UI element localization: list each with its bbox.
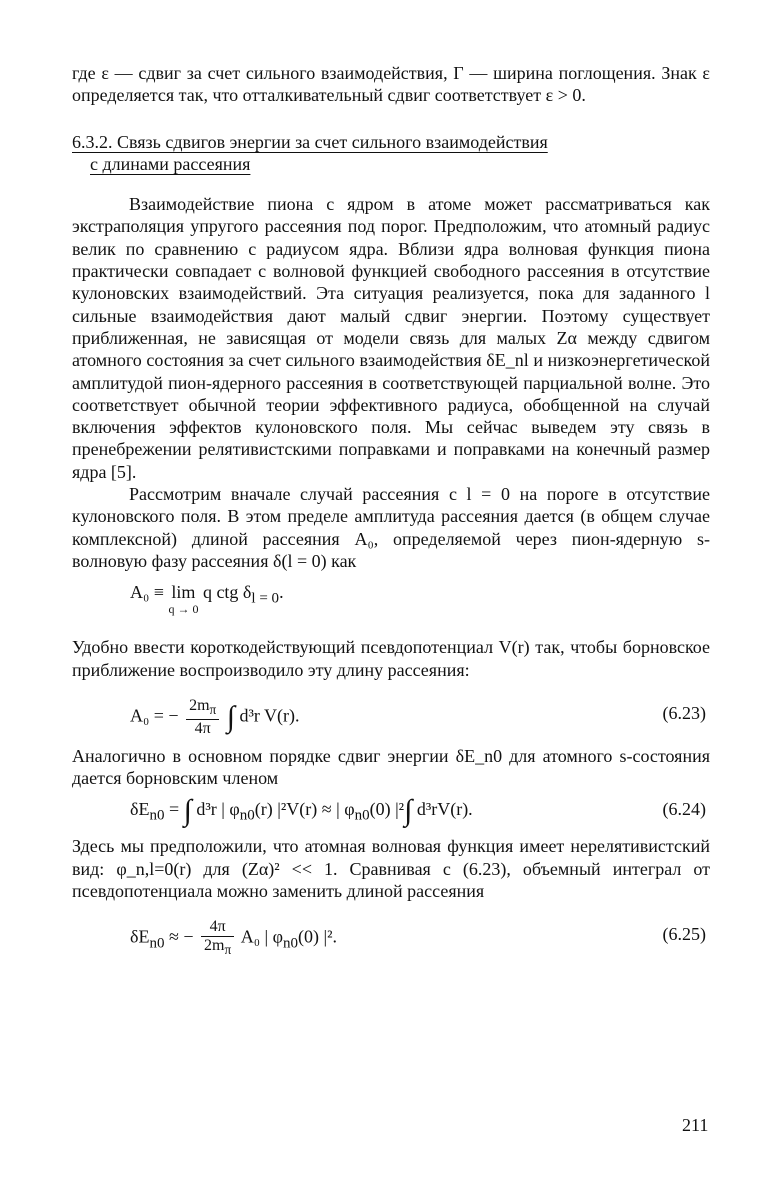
paragraph-pion-interaction: Взаимодействие пиона с ядром в атоме может рассматриваться как экстраполяция упругого рассеяния под порог. Предположим, что атомный радиус велик по сравнению с радиусом ядра. Вблизи ядра волновая функция пиона практически совпадает с волновой функцией свободного рассеяния в отсутствие кулоновских взаимодействий. Эта ситуация реализуется, пока для заданного l сильные взаимодействия дают малый сдвиг энергии. Поэтому существует приближенная, не зависящая от модели связь для малых Zα между сдвигом атомного состояния за счет сильного взаимодействия δE_nl и низкоэнергетической амплитудой пион-ядерного рассеяния в соответствующей парциальной волне. Это соответствует обычной теории эффективного радиуса, обобщенной на случай включения эффектов кулоновского поля. Мы сейчас выведем эту связь в пренебрежении релятивистскими поправками и поправками на конечный размер ядра [5]. bbox=[72, 194, 710, 482]
eq624-part3: (0) |² bbox=[369, 799, 405, 820]
eq625-numerator: 4π bbox=[201, 918, 234, 937]
eq623-denominator: 4π bbox=[194, 720, 211, 738]
eq625-rhs-sub: n0 bbox=[283, 935, 298, 952]
paragraph-threshold-scattering: Рассмотрим вначале случай рассеяния с l = 0 на пороге в отсутствие кулоновского поля. В этом пределе амплитуда рассеяния дается (в общем случае комплексной) длиной рассеяния A₀, определяемой через пион-ядерную s-волновую фазу рассеяния δ(l = 0) как bbox=[72, 484, 710, 571]
eq625-approx: ≈ − bbox=[164, 927, 194, 948]
eq625-lhs: δE bbox=[130, 927, 150, 948]
section-heading bbox=[72, 131, 710, 176]
eq625-denominator-sub: π bbox=[224, 942, 232, 958]
eq625-denominator: 2m bbox=[204, 937, 225, 955]
eq-lim-operator bbox=[168, 582, 198, 615]
page-body bbox=[72, 62, 710, 966]
eq623-numerator-sub: π bbox=[209, 702, 217, 718]
integral-sign: ∫ bbox=[226, 700, 235, 734]
eq623-rhs: d³r V(r). bbox=[234, 705, 300, 726]
eq625-fraction bbox=[201, 918, 234, 959]
eq625-rhs-end: (0) |². bbox=[298, 927, 337, 948]
eq623-fraction bbox=[186, 697, 219, 738]
paragraph-nonrelativistic: Здесь мы предположили, что атомная волновая функция имеет нерелятивистский вид: φ_n,l=0(r) для (Zα)² << 1. Сравнивая с (6.23), объемный интеграл от псевдопотенциала можно заменить длиной рассеяния bbox=[72, 836, 710, 902]
section-heading-line1: 6.3.2. Связь сдвигов энергии за счет сильного взаимодействия bbox=[72, 131, 548, 152]
eq624-equals: = bbox=[164, 799, 184, 820]
section-heading-line2: с длинами рассеяния bbox=[90, 153, 251, 174]
eq623-lhs: A₀ = − bbox=[130, 705, 179, 726]
eq624-lhs: δE bbox=[130, 799, 150, 820]
page-number: 211 bbox=[682, 1115, 709, 1135]
equation-scattering-length bbox=[72, 582, 710, 626]
eq625-lhs-sub: n0 bbox=[149, 935, 165, 952]
equation-6-23 bbox=[72, 691, 710, 738]
paragraph-energy-shift: Аналогично в основном порядке сдвиг энергии δE_n0 для атомного s-состояния дается борновским членом bbox=[72, 745, 710, 789]
eq623-numerator: 2m bbox=[189, 696, 210, 714]
integral-sign: ∫ bbox=[404, 794, 413, 828]
equation-number-6-25: (6.25) bbox=[662, 924, 706, 945]
integral-sign: ∫ bbox=[183, 794, 192, 828]
eq624-part2-sub: n0 bbox=[354, 808, 370, 825]
eq-lim-lhs: A₀ ≡ bbox=[130, 582, 164, 603]
eq625-rhs: A₀ | φ bbox=[240, 927, 283, 948]
eq-lim-word: lim bbox=[171, 582, 196, 603]
eq624-part2: (r) |²V(r) ≈ | φ bbox=[254, 799, 355, 820]
eq-lim-end: . bbox=[279, 582, 284, 603]
paragraph-pseudopotential: Удобно ввести короткодействующий псевдопотенциал V(r) так, чтобы борновское приближение воспроизводило эту длину рассеяния: bbox=[72, 637, 710, 680]
equation-6-25 bbox=[72, 912, 710, 956]
equation-number-6-24: (6.24) bbox=[662, 799, 706, 820]
eq-lim-subscript: q → 0 bbox=[168, 602, 199, 617]
equation-number-6-23: (6.23) bbox=[662, 702, 706, 723]
eq624-part4: d³rV(r). bbox=[412, 799, 473, 820]
eq-lim-rhs-sub: l = 0 bbox=[251, 590, 280, 607]
equation-6-24 bbox=[72, 794, 710, 828]
eq624-lhs-sub: n0 bbox=[149, 808, 165, 825]
eq-lim-rhs: q ctg δ bbox=[202, 582, 252, 603]
eq624-part1: d³r | φ bbox=[191, 799, 240, 820]
paragraph-intro: где ε — сдвиг за счет сильного взаимодействия, Γ — ширина поглощения. Знак ε определяется так, что отталкивательный сдвиг соответствует ε > 0. bbox=[72, 63, 710, 106]
eq624-part1-sub: n0 bbox=[239, 808, 255, 825]
